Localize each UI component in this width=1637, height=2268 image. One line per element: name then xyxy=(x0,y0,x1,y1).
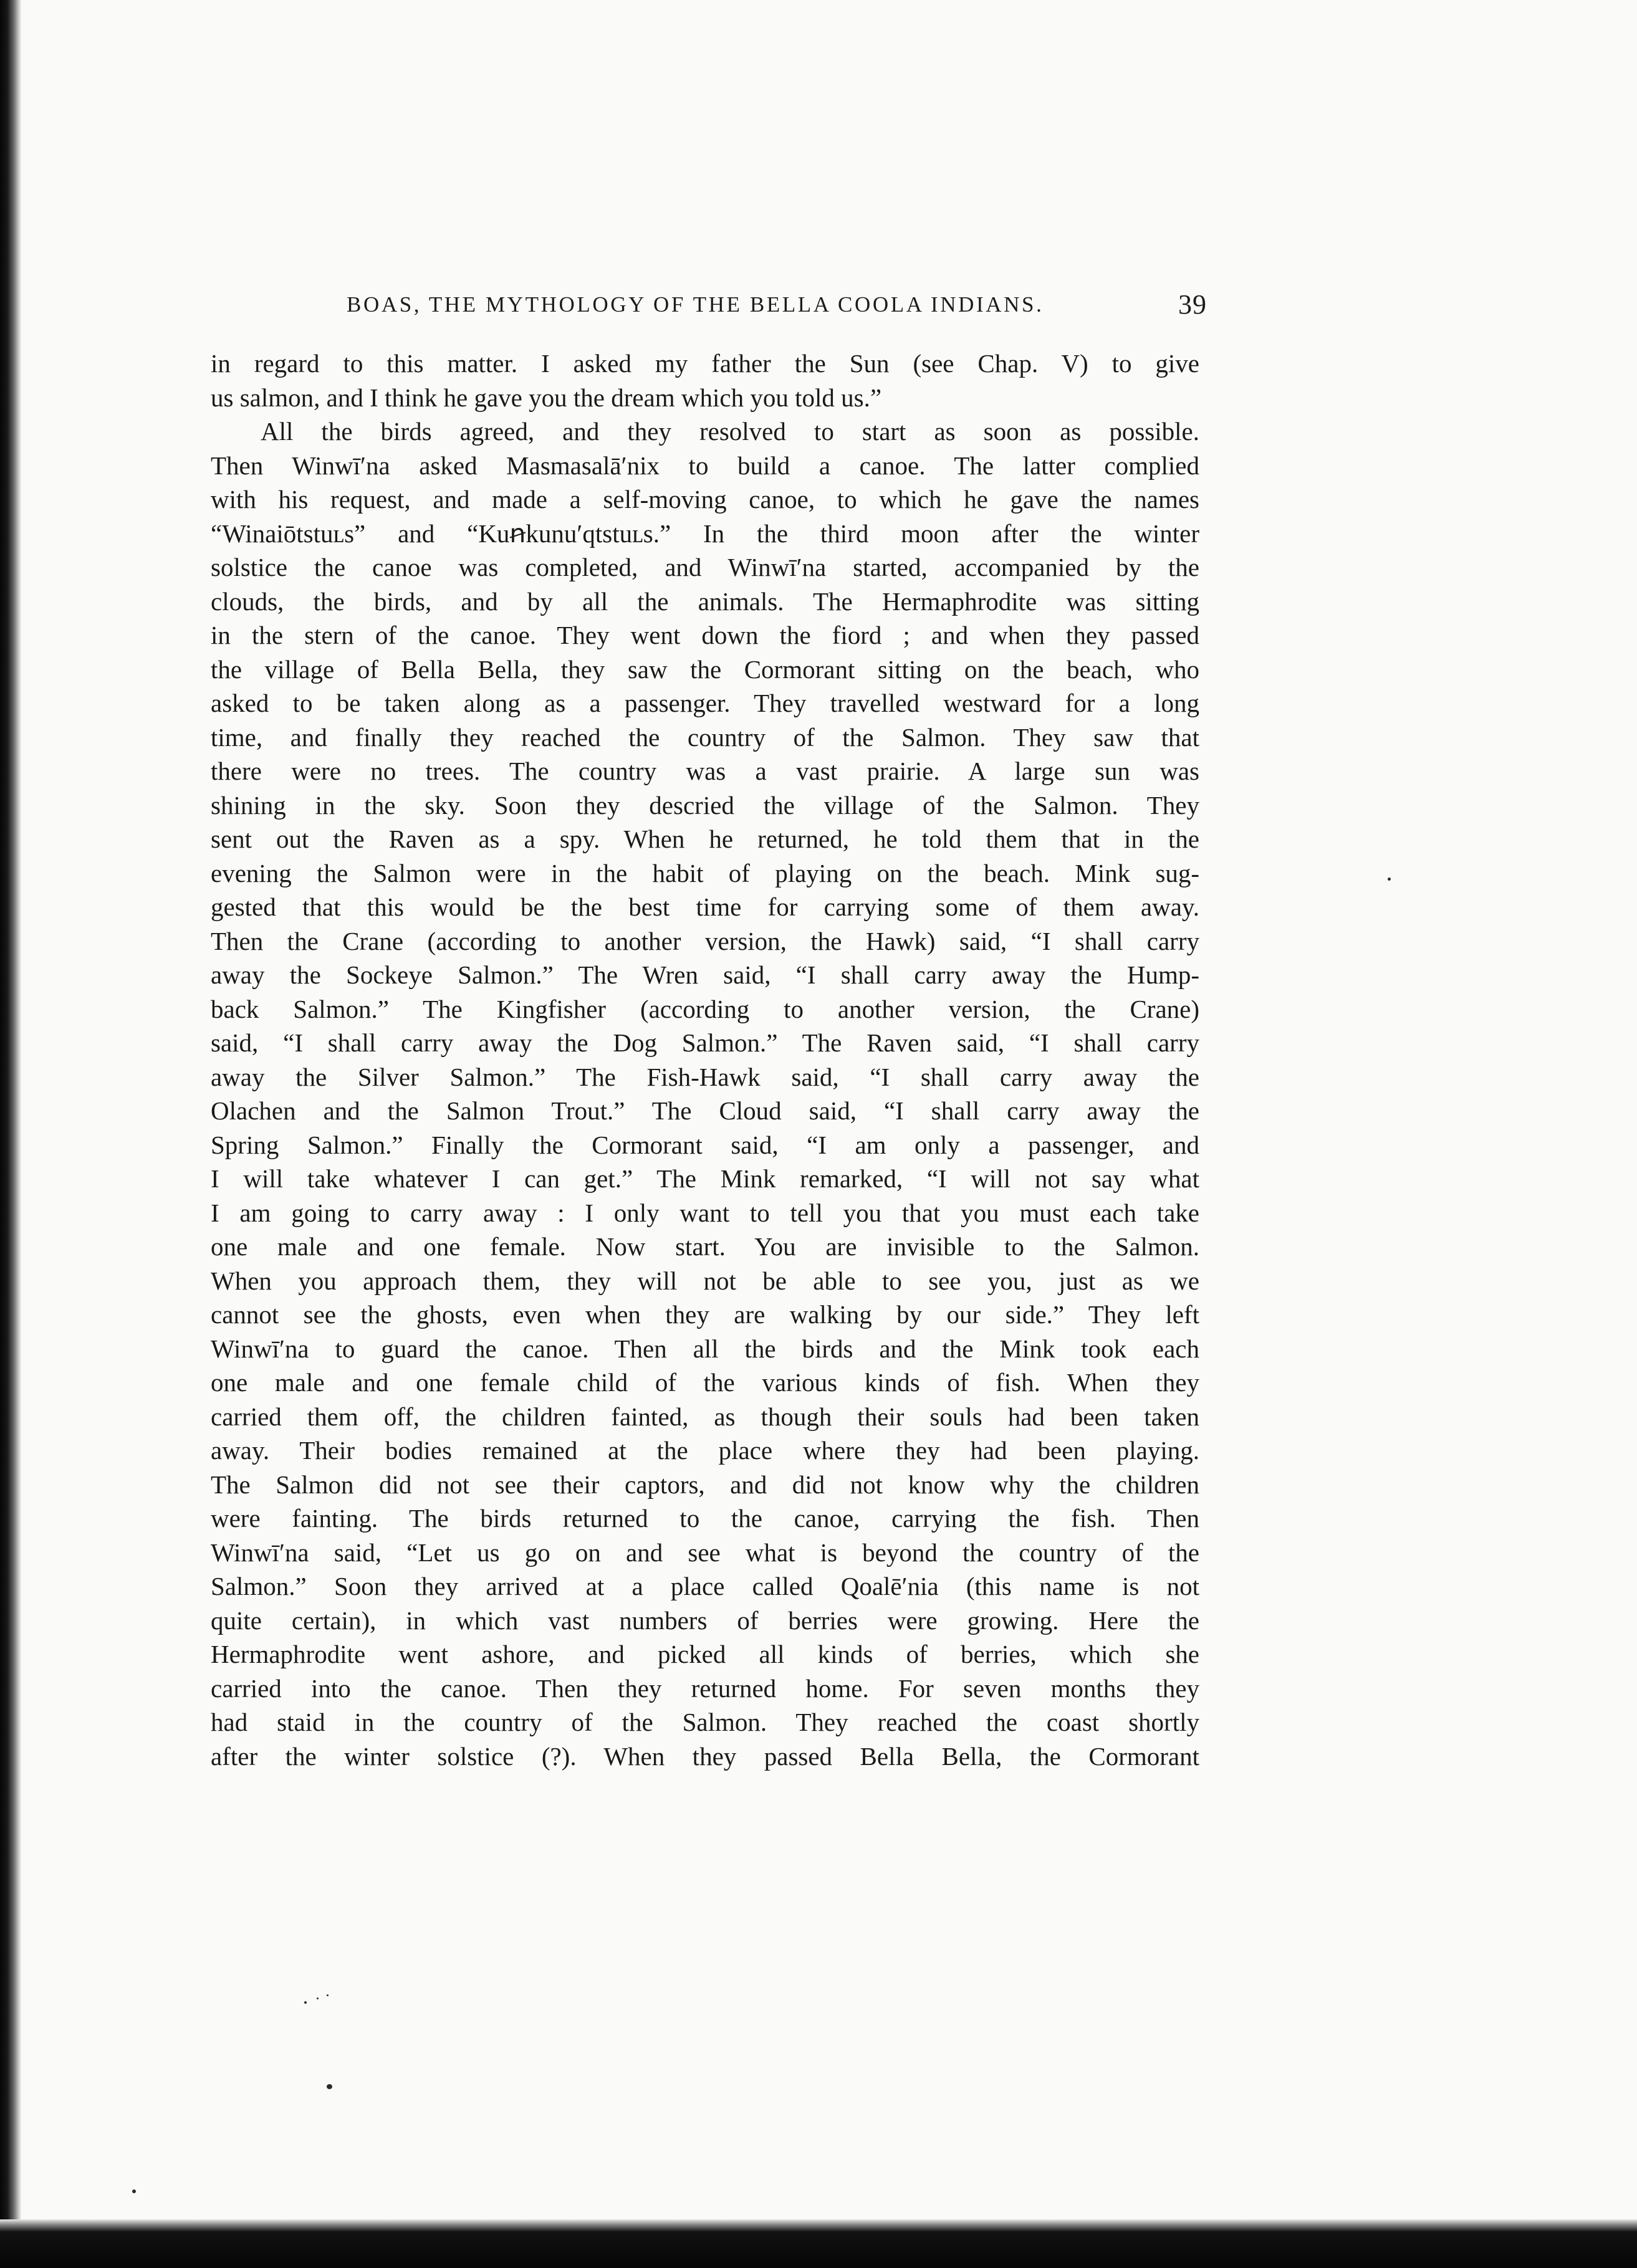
text-line: The Salmon did not see their captors, and did not know why the children xyxy=(211,1470,1199,1499)
scan-speck xyxy=(317,1998,319,1999)
scan-speck xyxy=(327,1994,329,1996)
text-line: Hermaphrodite went ashore, and picked all kinds of berries, which she xyxy=(211,1640,1199,1668)
text-line: after the winter solstice (?). When they passed Bella Bella, the Cormorant xyxy=(211,1741,1199,1771)
text-line: said, “I shall carry away the Dog Salmon.” The Raven said, “I shall carry xyxy=(211,1028,1199,1057)
text-line: Then Winwī′na asked Masmasalā′nix to build a canoe. The latter complied xyxy=(211,451,1199,480)
text-line: were fainting. The birds returned to the canoe, carrying the fish. Then xyxy=(211,1504,1199,1533)
text-line: I am going to carry away : I only want to tell you that you must each take xyxy=(211,1198,1199,1227)
page-header xyxy=(347,289,1207,326)
text-line: the village of Bella Bella, they saw the Cormorant sitting on the beach, who xyxy=(211,654,1199,684)
text-line: had staid in the country of the Salmon. They reached the coast shortly xyxy=(211,1708,1199,1736)
text-line: All the birds agreed, and they resolved to start as soon as possible. xyxy=(261,417,1199,446)
text-line: carried into the canoe. Then they returned home. For seven months they xyxy=(211,1673,1199,1703)
text-line: Spring Salmon.” Finally the Cormorant said, “I am only a passenger, and xyxy=(211,1130,1199,1159)
body-text xyxy=(211,347,1199,1773)
text-line: carried them off, the children fainted, as though their souls had been taken xyxy=(211,1402,1199,1431)
text-line: one male and one female child of the various kinds of fish. When they xyxy=(211,1368,1199,1397)
text-line: away the Sockeye Salmon.” The Wren said, “I shall carry away the Hump- xyxy=(211,960,1199,989)
page-number: 39 xyxy=(1178,289,1207,320)
text-line: back Salmon.” The Kingfisher (according to another version, the Crane) xyxy=(211,994,1199,1023)
text-line: Winwī′na to guard the canoe. Then all the birds and the Mink took each xyxy=(211,1334,1199,1363)
text-line: Then the Crane (according to another version, the Hawk) said, “I shall carry xyxy=(211,926,1199,955)
scan-speck xyxy=(132,2189,136,2193)
text-line: cannot see the ghosts, even when they are walking by our side.” They left xyxy=(211,1300,1199,1329)
text-line: “Winaiōtstuʟs” and “Kuꞥkunu′qtstuʟs.” In the third moon after the winter xyxy=(211,519,1199,548)
text-line: one male and one female. Now start. You are invisible to the Salmon. xyxy=(211,1232,1199,1261)
text-line: gested that this would be the best time for carrying some of them away. xyxy=(211,892,1199,921)
text-line: with his request, and made a self-moving canoe, to which he gave the names xyxy=(211,485,1199,514)
text-line: there were no trees. The country was a vast prairie. A large sun was xyxy=(211,757,1199,785)
text-line: clouds, the birds, and by all the animals. The Hermaphrodite was sitting xyxy=(211,586,1199,616)
text-line: in regard to this matter. I asked my father the Sun (see Chap. V) to give xyxy=(211,349,1199,378)
text-line: us salmon, and I think he gave you the dream which you told us.” xyxy=(211,383,882,412)
text-line: away. Their bodies remained at the place where they had been playing. xyxy=(211,1436,1199,1465)
text-line: away the Silver Salmon.” The Fish-Hawk said, “I shall carry away the xyxy=(211,1062,1199,1091)
text-line: solstice the canoe was completed, and Winwī′na started, accompanied by the xyxy=(211,553,1199,581)
text-line: sent out the Raven as a spy. When he returned, he told them that in the xyxy=(211,825,1199,853)
text-line: Olachen and the Salmon Trout.” The Cloud said, “I shall carry away the xyxy=(211,1096,1199,1125)
running-head: BOAS, THE MYTHOLOGY OF THE BELLA COOLA INDIANS. xyxy=(347,292,1044,317)
text-line: quite certain), in which vast numbers of berries were growing. Here the xyxy=(211,1605,1199,1635)
text-line: evening the Salmon were in the habit of playing on the beach. Mink sug- xyxy=(211,858,1199,888)
text-line: I will take whatever I can get.” The Mink remarked, “I will not say what xyxy=(211,1164,1199,1193)
text-line: When you approach them, they will not be able to see you, just as we xyxy=(211,1266,1199,1295)
bottom-scan-edge xyxy=(0,2219,1637,2268)
scan-speck xyxy=(327,2084,332,2089)
left-scan-edge xyxy=(0,0,21,2268)
text-line: in the stern of the canoe. They went down the fiord ; and when they passed xyxy=(211,621,1199,649)
scan-speck xyxy=(1388,878,1391,881)
scan-speck xyxy=(304,2001,307,2004)
text-line: time, and finally they reached the country of the Salmon. They saw that xyxy=(211,722,1199,752)
text-line: Salmon.” Soon they arrived at a place called Qoalē′nia (this name is not xyxy=(211,1572,1199,1601)
text-line: asked to be taken along as a passenger. They travelled westward for a long xyxy=(211,689,1199,717)
text-line: shining in the sky. Soon they descried the village of the Salmon. They xyxy=(211,790,1199,820)
text-line: Winwī′na said, “Let us go on and see what is beyond the country of the xyxy=(211,1538,1199,1567)
